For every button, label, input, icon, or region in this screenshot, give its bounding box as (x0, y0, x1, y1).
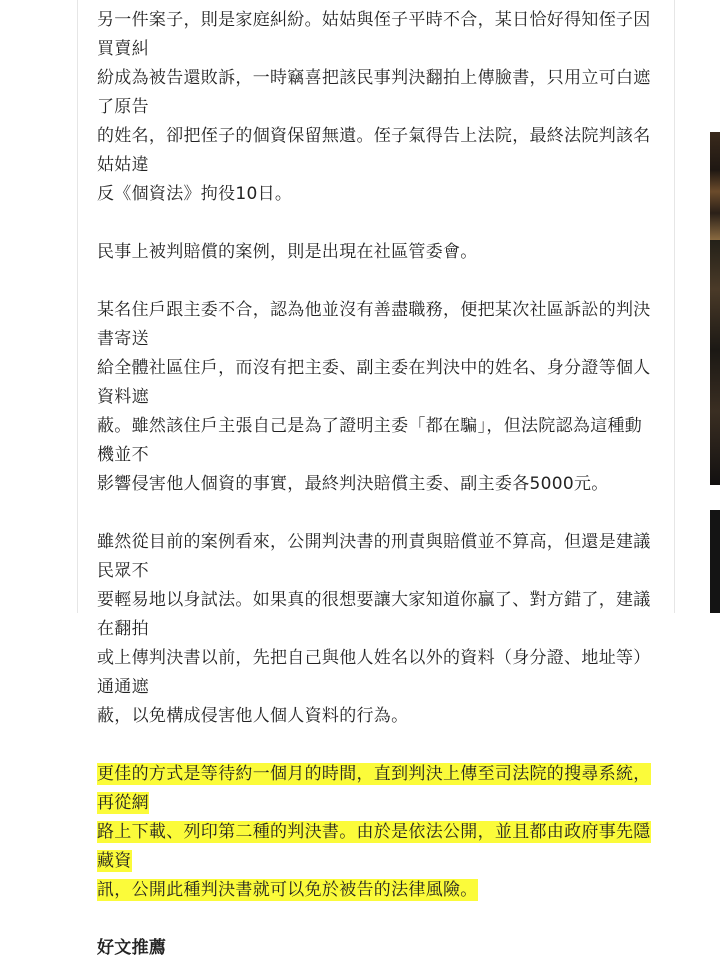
sidebar-image-thumbnail-2[interactable] (710, 240, 720, 485)
section-heading-recommended: 好文推薦 (97, 938, 167, 958)
paragraph-family-dispute: 另一件案子，則是家庭糾紛。姑姑與侄子平時不合，某日恰好得知侄子因買賣糾 紛成為被告還敗訴，一時竊喜把該民事判決翻拍上傳臉書，只用立可白遮了原告 的姓名，卻把侄子的個資保留無遺。侄子氣得告上法院，最終法院判該名姑姑違 反《個資法》拘役10日。 (97, 10, 651, 204)
paragraph-community-committee: 某名住戶跟主委不合，認為他並沒有善盡職務，便把某次社區訴訟的判決書寄送 給全體社區住戶，而沒有把主委、副主委在判決中的姓名、身分證等個人資料遮 蔽。雖然該住戶主張自己是為了證明主委「都在騙」，但法院認為這種動機並不 影響侵害他人個資的事實，最終判決賠償主委、副主委各5000元。 (97, 300, 651, 494)
sidebar-image-thumbnail-3[interactable] (710, 510, 720, 613)
sidebar-image-thumbnail-1[interactable] (710, 132, 720, 240)
article-column (77, 0, 675, 958)
paragraph-advice: 雖然從目前的案例看來，公開判決書的刑責與賠償並不算高，但還是建議民眾不 要輕易地以身試法。如果真的很想要讓大家知道你贏了、對方錯了，建議在翻拍 或上傳判決書以前，先把自己與他人姓名以外的資料（身分證、地址等）通通遮 蔽，以免構成侵害他人個人資料的行為。 (97, 532, 651, 726)
highlighted-text: 更佳的方式是等待約一個月的時間，直到判決上傳至司法院的搜尋系統，再從網 路上下載、列印第二種的判決書。由於是依法公開，並且都由政府事先隱藏資 訊，公開此種判決書就可以免於被告的法律風險。 (97, 764, 651, 900)
paragraph-civil-case-intro: 民事上被判賠償的案例，則是出現在社區管委會。 (97, 242, 478, 262)
paragraph-highlighted-wrapper (97, 760, 653, 905)
article-content (97, 6, 653, 963)
